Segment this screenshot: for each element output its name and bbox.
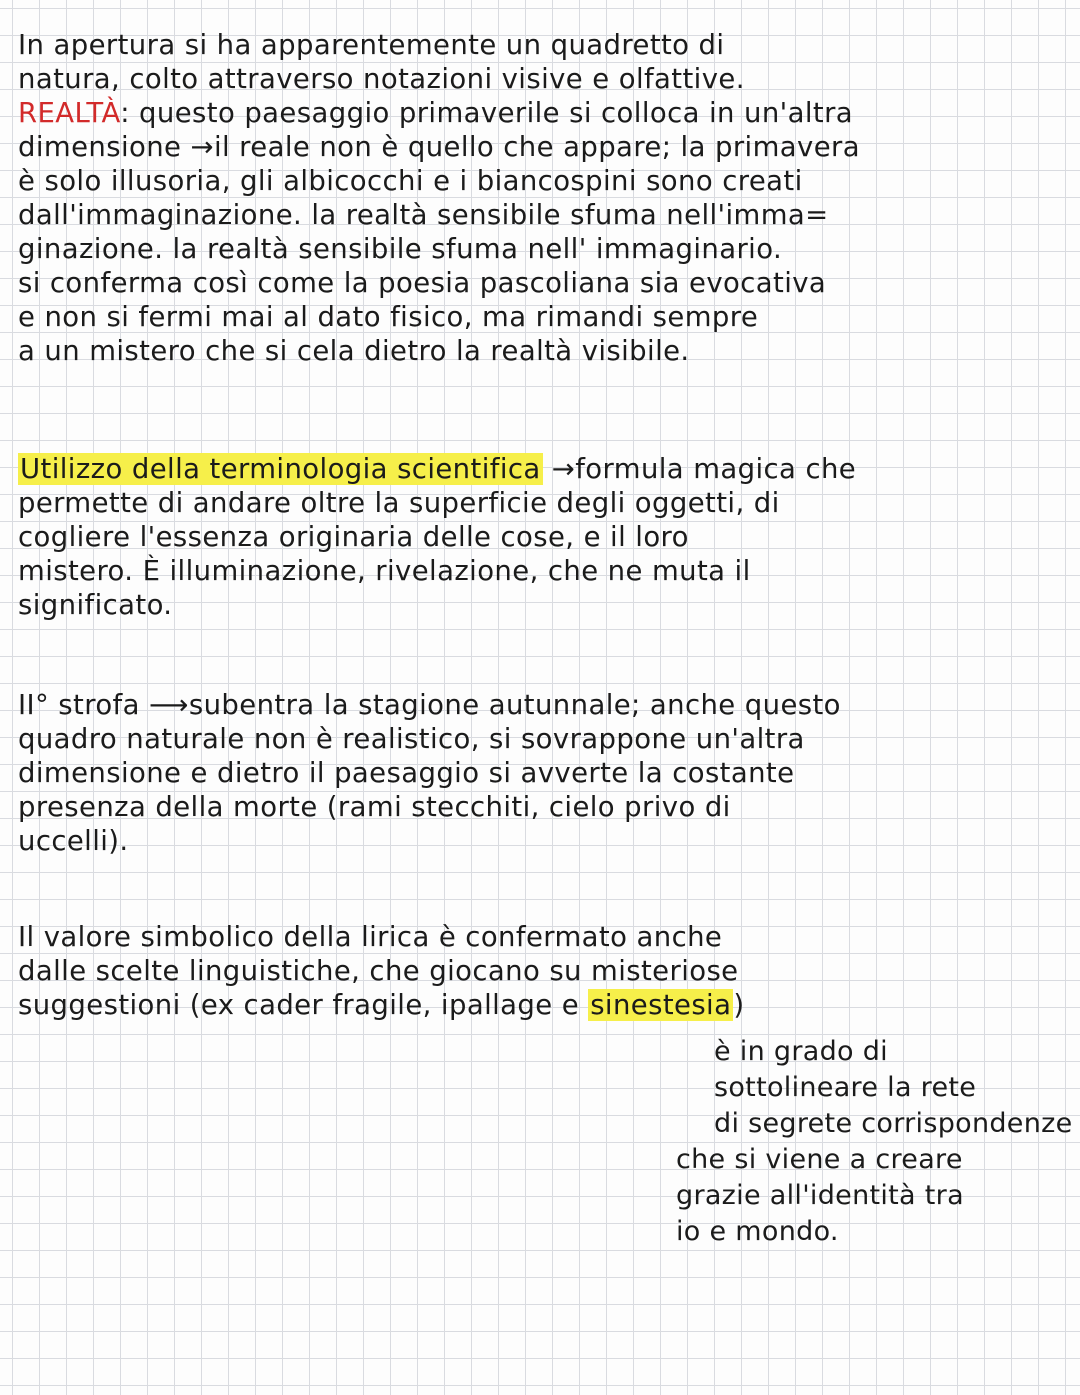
second-stanza-paragraph xyxy=(18,688,1068,858)
intro-line-3 xyxy=(18,96,1068,130)
scientific-line-4: mistero. È illuminazione, rivelazione, che ne muta il xyxy=(18,555,751,587)
scientific-line-3: cogliere l'essenza originaria delle cose, e il loro xyxy=(18,521,689,553)
scientific-line-5: significato. xyxy=(18,589,173,621)
note-line-4: che si viene a creare xyxy=(676,1144,963,1175)
strofa-line-5: uccelli). xyxy=(18,825,129,857)
valore-line-2: dalle scelte linguistiche, che giocano su misteriose xyxy=(18,955,739,987)
strofa-line-2: quadro naturale non è realistico, si sovrappone un'altra xyxy=(18,723,805,755)
scientific-terminology-paragraph xyxy=(18,452,1068,622)
valore-line-3-end: ) xyxy=(733,989,745,1021)
intro-paragraph xyxy=(18,28,1068,368)
realta-label: REALTÀ xyxy=(18,97,121,129)
valore-line-1: Il valore simbolico della lirica è confermato anche xyxy=(18,921,723,953)
sinestesia-highlight: sinestesia xyxy=(590,989,732,1021)
note-line-6: io e mondo. xyxy=(676,1216,839,1247)
intro-line-7: ginazione. la realtà sensibile sfuma nell' immaginario. xyxy=(18,233,783,265)
intro-line-3-rest: : questo paesaggio primaverile si colloca in un'altra xyxy=(120,97,854,129)
intro-line-2: natura, colto attraverso notazioni visive e olfattive. xyxy=(18,63,745,95)
valore-line-3 xyxy=(18,988,1068,1022)
intro-line-4: dimensione →il reale non è quello che appare; la primavera xyxy=(18,131,860,163)
side-note xyxy=(676,1034,1076,1250)
scientific-line-1 xyxy=(18,452,1068,486)
note-line-5: grazie all'identità tra xyxy=(676,1180,964,1211)
strofa-line-4: presenza della morte (rami stecchiti, cielo privo di xyxy=(18,791,731,823)
symbolic-value-paragraph xyxy=(18,920,1068,1022)
strofa-line-3: dimensione e dietro il paesaggio si avverte la costante xyxy=(18,757,795,789)
note-line-2: sottolineare la rete xyxy=(714,1072,977,1103)
intro-line-9: e non si fermi mai al dato fisico, ma rimandi sempre xyxy=(18,301,759,333)
note-line-1: è in grado di xyxy=(714,1036,888,1067)
scientific-line-1-rest: →formula magica che xyxy=(542,453,857,485)
scientific-highlight: Utilizzo della terminologia scientifica xyxy=(20,453,541,485)
strofa-line-1: II° strofa ⟶subentra la stagione autunnale; anche questo xyxy=(18,689,841,721)
scientific-line-2: permette di andare oltre la superficie degli oggetti, di xyxy=(18,487,780,519)
intro-line-10: a un mistero che si cela dietro la realtà visibile. xyxy=(18,335,690,367)
intro-line-8: si conferma così come la poesia pascoliana sia evocativa xyxy=(18,267,827,299)
intro-line-5: è solo illusoria, gli albicocchi e i biancospini sono creati xyxy=(18,165,803,197)
intro-line-1: In apertura si ha apparentemente un quadretto di xyxy=(18,29,725,61)
valore-line-3-start: suggestioni (ex cader fragile, ipallage e xyxy=(18,989,589,1021)
intro-line-6: dall'immaginazione. la realtà sensibile sfuma nell'imma= xyxy=(18,199,829,231)
note-line-3: di segrete corrispondenze xyxy=(714,1108,1073,1139)
